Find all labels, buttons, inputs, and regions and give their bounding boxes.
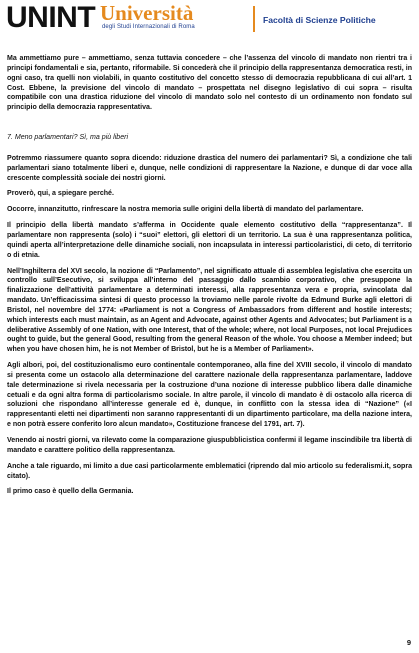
universita-logo: Università	[100, 1, 194, 25]
header-separator	[253, 6, 255, 32]
paragraph: Venendo ai nostri giorni, va rilevato come la comparazione giuspubblicistica confermi il legame inscindibile tra libertà di mandato e carattere politico della rappresentanza.	[7, 437, 412, 454]
paragraph: Occorre, innanzitutto, rinfrescare la nostra memoria sulle origini della libertà di mandato del parlamentare.	[7, 206, 364, 214]
document-body	[7, 54, 412, 503]
paragraph: Il primo caso è quello della Germania.	[7, 488, 134, 496]
unint-logo: UNINT	[6, 1, 96, 34]
paragraph: Potremmo riassumere quanto sopra dicendo: riduzione drastica del numero dei parlamentari? Sì, a condizione che tali parlamentari siano totalmente liberi e, dunque, nelle condizioni di rappresentare la Nazione, e dunque di dar voce alla crescente complessità sociale dei nostri giorni.	[7, 154, 412, 182]
faculty-name: Facoltà di Scienze Politiche	[263, 15, 376, 25]
page-header	[6, 2, 416, 36]
paragraph: Nell’Inghilterra del XVI secolo, la nozione di “Parlamento”, nel significato attuale di assemblea legislativa che esercita un controllo sull’Esecutivo, si sviluppa all’interno del passaggio dallo scambio corporativo, che presuppone la finalizzazione dell’attività parlamentare a determinati interessi, alla rappresentanza vera e propria, svincolata dal mandato. Un’efficacissima sintesi di questo processo la troviamo nelle parole rivolte da Edmund Burke agli elettori di Bristol, nel novembre del 1774: «Parliament is not a Congress of Ambassadors from different and hostile interests; which interests each must maintain, as an Agent and Advocate, against other Agents and Advocates; but Parliament is a deliberative Assembly of one Nation, with one Interest, that of the whole; where, not local Purposes, not local Prejudices ought to guide, but the general Good, resulting from the general Reason of the whole. You choose a Member indeed; but when you have chosen him, he is not Member of Bristol, but he is a Member of Parliament».	[7, 267, 412, 354]
university-subtitle: degli Studi Internazionali di Roma	[102, 24, 195, 30]
paragraph: Proverò, qui, a spiegare perché.	[7, 190, 114, 198]
paragraph: Anche a tale riguardo, mi limito a due casi particolarmente emblematici (riprendo dal mio articolo su federalismi.it, sopra citato).	[7, 462, 412, 480]
paragraph: Il principio della libertà mandato s’afferma in Occidente quale elemento costitutivo della “rappresentanza”. Il parlamentare non rappresenta (solo) i “suoi” elettori, gli elettori di un territorio. La sua è una rappresentanza politica, quindi aperta all’interpretazione delle dinamiche sociali, non incapsulata in interessi particolaristici, di ceto, di territorio o di etnia.	[7, 222, 412, 259]
section-heading: 7. Meno parlamentari? Sì, ma più liberi	[7, 134, 129, 142]
paragraph: Agli albori, poi, del costituzionalismo euro continentale contemporaneo, alla fine del XVIII secolo, il vincolo di mandato si presenta come un ostacolo alla determinazione del carattere nazionale della rappresentanza parlamentare, laddove tale determinazione si rivela necessaria per la costruzione d’una nozione di interesse pubblico libera dalle dinamiche cetuali e da ogni altra forma di particolarismo sociale. In altre parole, il vincolo di mandato è di ostacolo alla ricerca di soluzioni che rispondano all’interesse generale ed è, dunque, in conflitto con la stessa idea di “Nazione” («I rappresentanti eletti nei dipartimenti non saranno rappresentanti di un dipartimento particolare, ma della nazione intera, e non potrà essere conferito loro alcun mandato», Costituzione francese del 1791, art. 7).	[7, 362, 412, 429]
paragraph: Ma ammettiamo pure – ammettiamo, senza tuttavia concedere – che l’assenza del vincolo di mandato non rientri tra i principi fondamentali e sia, pertanto, riformabile. Si concederà che il principio della rappresentanza democratica resti, in ogni caso, tra quelli non violabili, in quanto costitutivo del concetto stesso di democrazia repubblicana di cui all’art. 1 Cost. Ebbene, la previsione del vincolo di mandato – prospettata nel disegno legislativo di cui sopra – risulta compatibile con una drastica riduzione del vincolo di mandato solo nel contesto di un ordinamento non fondato sul principio della democrazia rappresentativa.	[7, 55, 412, 112]
page-number: 9	[406, 638, 411, 647]
